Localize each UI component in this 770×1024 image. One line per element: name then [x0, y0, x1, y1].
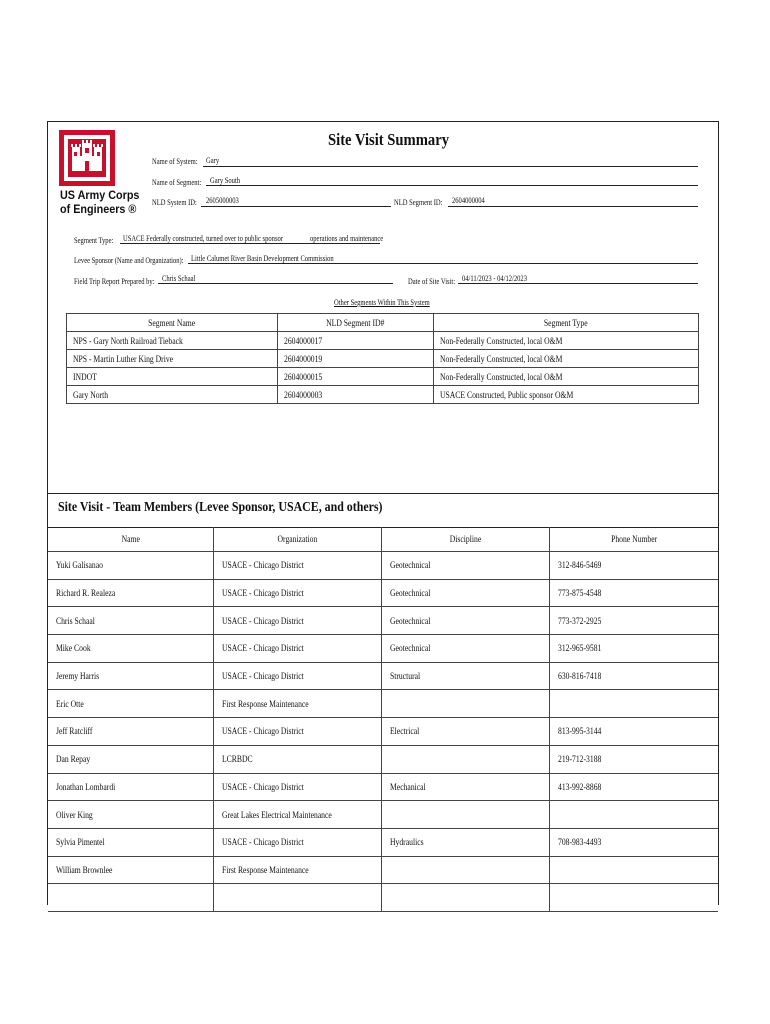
segment-type-cell: Non-Federally Constructed, local O&M	[434, 350, 699, 368]
member-phone-cell: 219-712-3188	[549, 745, 718, 773]
table-row	[48, 552, 718, 580]
member-name-cell	[48, 884, 213, 912]
member-organization-cell: Great Lakes Electrical Maintenance	[213, 801, 381, 829]
member-discipline-cell	[381, 801, 549, 829]
segment-name-cell: INDOT	[67, 368, 278, 386]
other-segments-table	[66, 313, 699, 404]
member-name-cell: Mike Cook	[48, 635, 213, 663]
castle-icon	[59, 130, 115, 186]
member-discipline-cell: Geotechnical	[381, 579, 549, 607]
member-phone-cell: 773-372-2925	[549, 607, 718, 635]
column-header: NLD Segment ID#	[277, 314, 434, 332]
member-organization-cell: First Response Maintenance	[213, 690, 381, 718]
member-phone-cell	[549, 801, 718, 829]
table-row	[48, 801, 718, 829]
team-members-table	[48, 527, 718, 912]
table-row	[48, 718, 718, 746]
table-row	[48, 745, 718, 773]
member-organization-cell: USACE - Chicago District	[213, 773, 381, 801]
org-name-line1: US Army Corps	[60, 188, 140, 202]
member-name-cell: Yuki Galisanao	[48, 552, 213, 580]
team-members-body	[48, 552, 718, 912]
member-organization-cell: USACE - Chicago District	[213, 828, 381, 856]
member-discipline-cell: Hydraulics	[381, 828, 549, 856]
member-phone-cell: 312-965-9581	[549, 635, 718, 663]
prepared-by-label: Field Trip Report Prepared by:	[74, 277, 155, 286]
member-discipline-cell	[381, 690, 549, 718]
nld-segment-underline	[448, 206, 698, 207]
segment-name-cell: Gary North	[67, 386, 278, 404]
table-row	[48, 662, 718, 690]
member-discipline-cell: Structural	[381, 662, 549, 690]
member-organization-cell: LCRBDC	[213, 745, 381, 773]
system-label: Name of System:	[152, 157, 198, 166]
column-header: Segment Name	[67, 314, 278, 332]
date-underline	[458, 283, 698, 284]
segment-id-cell: 2604000015	[277, 368, 434, 386]
member-discipline-cell	[381, 856, 549, 884]
member-discipline-cell: Geotechnical	[381, 552, 549, 580]
table-header-row	[67, 314, 699, 332]
site-visit-form	[47, 121, 719, 905]
date-label: Date of Site Visit:	[408, 277, 456, 286]
team-section-title: Site Visit - Team Members (Levee Sponsor, USACE, and others)	[58, 500, 383, 515]
member-discipline-cell: Mechanical	[381, 773, 549, 801]
member-name-cell: Dan Repay	[48, 745, 213, 773]
segment-type-cell: USACE Constructed, Public sponsor O&M	[434, 386, 699, 404]
prepared-by-underline	[158, 283, 393, 284]
column-header: Phone Number	[549, 527, 718, 552]
member-phone-cell	[549, 690, 718, 718]
member-organization-cell: USACE - Chicago District	[213, 552, 381, 580]
member-name-cell: Chris Schaal	[48, 607, 213, 635]
member-name-cell: Richard R. Realeza	[48, 579, 213, 607]
date-value: 04/11/2023 - 04/12/2023	[462, 274, 527, 283]
usace-logo	[58, 130, 140, 216]
segment-type-value: USACE Federally constructed, turned over to public sponsor	[123, 234, 283, 243]
segment-id-cell: 2604000003	[277, 386, 434, 404]
table-row	[67, 332, 699, 350]
member-name-cell: Oliver King	[48, 801, 213, 829]
levee-sponsor-underline	[188, 263, 698, 264]
other-segments-heading: Other Segments Within This System	[334, 298, 430, 307]
member-organization-cell: USACE - Chicago District	[213, 718, 381, 746]
column-header: Discipline	[381, 527, 549, 552]
segment-name-cell: NPS - Gary North Railroad Tieback	[67, 332, 278, 350]
member-phone-cell: 773-875-4548	[549, 579, 718, 607]
segment-value: Gary South	[210, 176, 241, 185]
table-row	[48, 579, 718, 607]
member-discipline-cell: Geotechnical	[381, 607, 549, 635]
column-header: Segment Type	[434, 314, 699, 332]
column-header: Organization	[213, 527, 381, 552]
prepared-by-value: Chris Schaal	[162, 274, 196, 283]
table-row	[48, 856, 718, 884]
member-discipline-cell	[381, 884, 549, 912]
member-organization-cell: First Response Maintenance	[213, 856, 381, 884]
member-phone-cell	[549, 856, 718, 884]
table-row	[67, 350, 699, 368]
org-name-line2: of Engineers ®	[60, 202, 137, 216]
member-phone-cell: 708-983-4493	[549, 828, 718, 856]
team-section-header	[48, 493, 718, 528]
levee-sponsor-value: Little Calumet River Basin Development Commission	[191, 254, 334, 263]
nld-segment-value: 2604000004	[452, 196, 485, 205]
member-name-cell: William Brownlee	[48, 856, 213, 884]
segment-underline	[206, 185, 698, 186]
table-row	[48, 773, 718, 801]
member-discipline-cell	[381, 745, 549, 773]
table-row	[67, 386, 699, 404]
segment-type-cell: Non-Federally Constructed, local O&M	[434, 368, 699, 386]
member-discipline-cell: Geotechnical	[381, 635, 549, 663]
member-phone-cell: 813-995-3144	[549, 718, 718, 746]
member-organization-cell: USACE - Chicago District	[213, 662, 381, 690]
segment-type-underline	[120, 243, 380, 244]
segment-label: Name of Segment:	[152, 178, 202, 187]
system-value: Gary	[206, 156, 220, 165]
member-name-cell: Jeremy Harris	[48, 662, 213, 690]
member-phone-cell	[549, 884, 718, 912]
table-row	[48, 690, 718, 718]
nld-system-underline	[201, 206, 391, 207]
member-phone-cell: 413-992-8868	[549, 773, 718, 801]
member-organization-cell: USACE - Chicago District	[213, 579, 381, 607]
member-name-cell: Sylvia Pimentel	[48, 828, 213, 856]
member-discipline-cell: Electrical	[381, 718, 549, 746]
column-header: Name	[48, 527, 213, 552]
member-organization-cell: USACE - Chicago District	[213, 635, 381, 663]
member-name-cell: Jeff Ratcliff	[48, 718, 213, 746]
member-organization-cell	[213, 884, 381, 912]
member-phone-cell: 630-816-7418	[549, 662, 718, 690]
segment-id-cell: 2604000017	[277, 332, 434, 350]
segment-type-value-2: operations and maintenance	[310, 234, 384, 243]
nld-system-label: NLD System ID:	[152, 198, 197, 207]
system-underline	[203, 166, 698, 167]
page-title: Site Visit Summary	[328, 130, 450, 149]
segment-type-cell: Non-Federally Constructed, local O&M	[434, 332, 699, 350]
table-header-row	[48, 527, 718, 552]
member-name-cell: Eric Otte	[48, 690, 213, 718]
levee-sponsor-label: Levee Sponsor (Name and Organization):	[74, 256, 184, 265]
table-row	[48, 607, 718, 635]
member-organization-cell: USACE - Chicago District	[213, 607, 381, 635]
table-row	[67, 368, 699, 386]
table-row	[48, 828, 718, 856]
segment-type-label: Segment Type:	[74, 236, 114, 245]
member-phone-cell: 312-846-5469	[549, 552, 718, 580]
nld-system-value: 2605000003	[206, 196, 239, 205]
segment-name-cell: NPS - Martin Luther King Drive	[67, 350, 278, 368]
member-name-cell: Jonathan Lombardi	[48, 773, 213, 801]
table-row	[48, 884, 718, 912]
nld-segment-label: NLD Segment ID:	[394, 198, 443, 207]
table-row	[48, 635, 718, 663]
segment-id-cell: 2604000019	[277, 350, 434, 368]
